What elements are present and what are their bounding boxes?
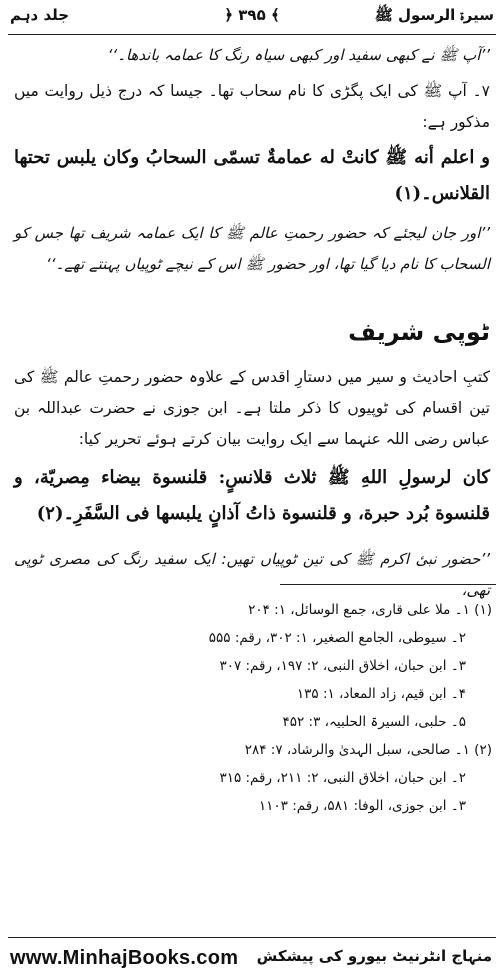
footnote-rule — [280, 584, 496, 585]
footnote-line: ۳۔ ابن حبان، اخلاق النبی، ۲: ۱۹۷، رقم: ۳۰۷ — [219, 658, 466, 674]
arabic-text-2: كان لرسولِ اللهِ ﷺ ثلاث قلانسٍ: قلنسوة بيضاء مِصريّة، و قلنسوة بُرد حبرة، و قلنسوة ذاتُ آذانٍ يلبسها فی السَّفَرِ۔(۲) — [14, 467, 490, 524]
header-rule — [8, 34, 496, 35]
page-header — [0, 0, 504, 34]
publisher-credit: منہاج انٹرنیٹ بیورو کی پیشکش — [256, 947, 492, 965]
quote-2: ’’حضور نبیٔ اکرم ﷺ کی تین ٹوپیاں تھیں: ایک سفید رنگ کی مصری ٹوپی تھی، — [14, 550, 490, 599]
footnote-line: (۱) ۱۔ ملا علی قاری، جمع الوسائل، ۱: ۲۰۴ — [248, 602, 492, 618]
footnotes — [209, 596, 492, 820]
page-number: ﴿ ۳۹۵ ﴾ — [224, 6, 280, 24]
paragraph-2: کتبِ احادیث و سیر میں دستارِ اقدس کے علاوہ حضور رحمتِ عالم ﷺ کی تین اقسام کی ٹوپیوں کا ذکر ملتا ہے۔ ابن جوزی نے حضرت عبداللہ بن عباس رضی اللہ عنہما سے ایک روایت بیان کرتے ہوئے تحریر کیا: — [14, 368, 490, 448]
quote-1: ’’آپ ﷺ نے کبھی سفید اور کبھی سیاہ رنگ کا عمامہ باندھا۔‘‘ — [107, 46, 490, 64]
volume-label: جلد دہم — [10, 6, 70, 24]
footnote-line: ۳۔ ابن جوزی، الوفا: ۵۸۱، رقم: ۱۱۰۳ — [258, 798, 466, 814]
translation-1: ’’اور جان لیجئے کہ حضور رحمتِ عالم ﷺ کا ایک عمامہ شریف تھا جس کو السحاب کا نام دیا گیا تھا، اور حضور ﷺ اس کے نیچے ٹوپیاں پہنتے تھے۔‘‘ — [14, 224, 490, 273]
section-heading: ٹوپی شریف — [348, 318, 490, 346]
footer-rule — [8, 937, 496, 938]
footnote-line: (۲) ۱۔ صالحی، سبل الہدیٰ والرشاد، ۷: ۲۸۴ — [244, 742, 492, 758]
footnote-line: ۴۔ ابن قیم، زاد المعاد، ۱: ۱۳۵ — [296, 686, 466, 702]
footnote-line: ۲۔ ابن حبان، اخلاق النبی، ۲: ۲۱۱، رقم: ۳۱۵ — [219, 770, 466, 786]
footnote-line: ۲۔ سیوطی، الجامع الصغیر، ۱: ۳۰۲، رقم: ۵۵۵ — [208, 630, 466, 646]
arabic-text-1: و اعلم أنه ﷺ كانتْ له عمامةٌ تسمّى السحابُ وكان يلبس تحتها القلانس۔(۱) — [14, 147, 490, 204]
website-link[interactable]: www.MinhajBooks.com — [10, 947, 239, 969]
page-footer — [0, 943, 504, 973]
item-7: ۷۔ آپ ﷺ کی ایک پگڑی کا نام سحاب تھا۔ جیسا کہ درج ذیل روایت میں مذکور ہے: — [14, 82, 490, 131]
footnote-line: ۵۔ حلبی، السیرۃ الحلبیہ، ۳: ۴۵۲ — [282, 714, 466, 730]
book-title: سیرۃ الرسول ﷺ — [374, 6, 494, 24]
